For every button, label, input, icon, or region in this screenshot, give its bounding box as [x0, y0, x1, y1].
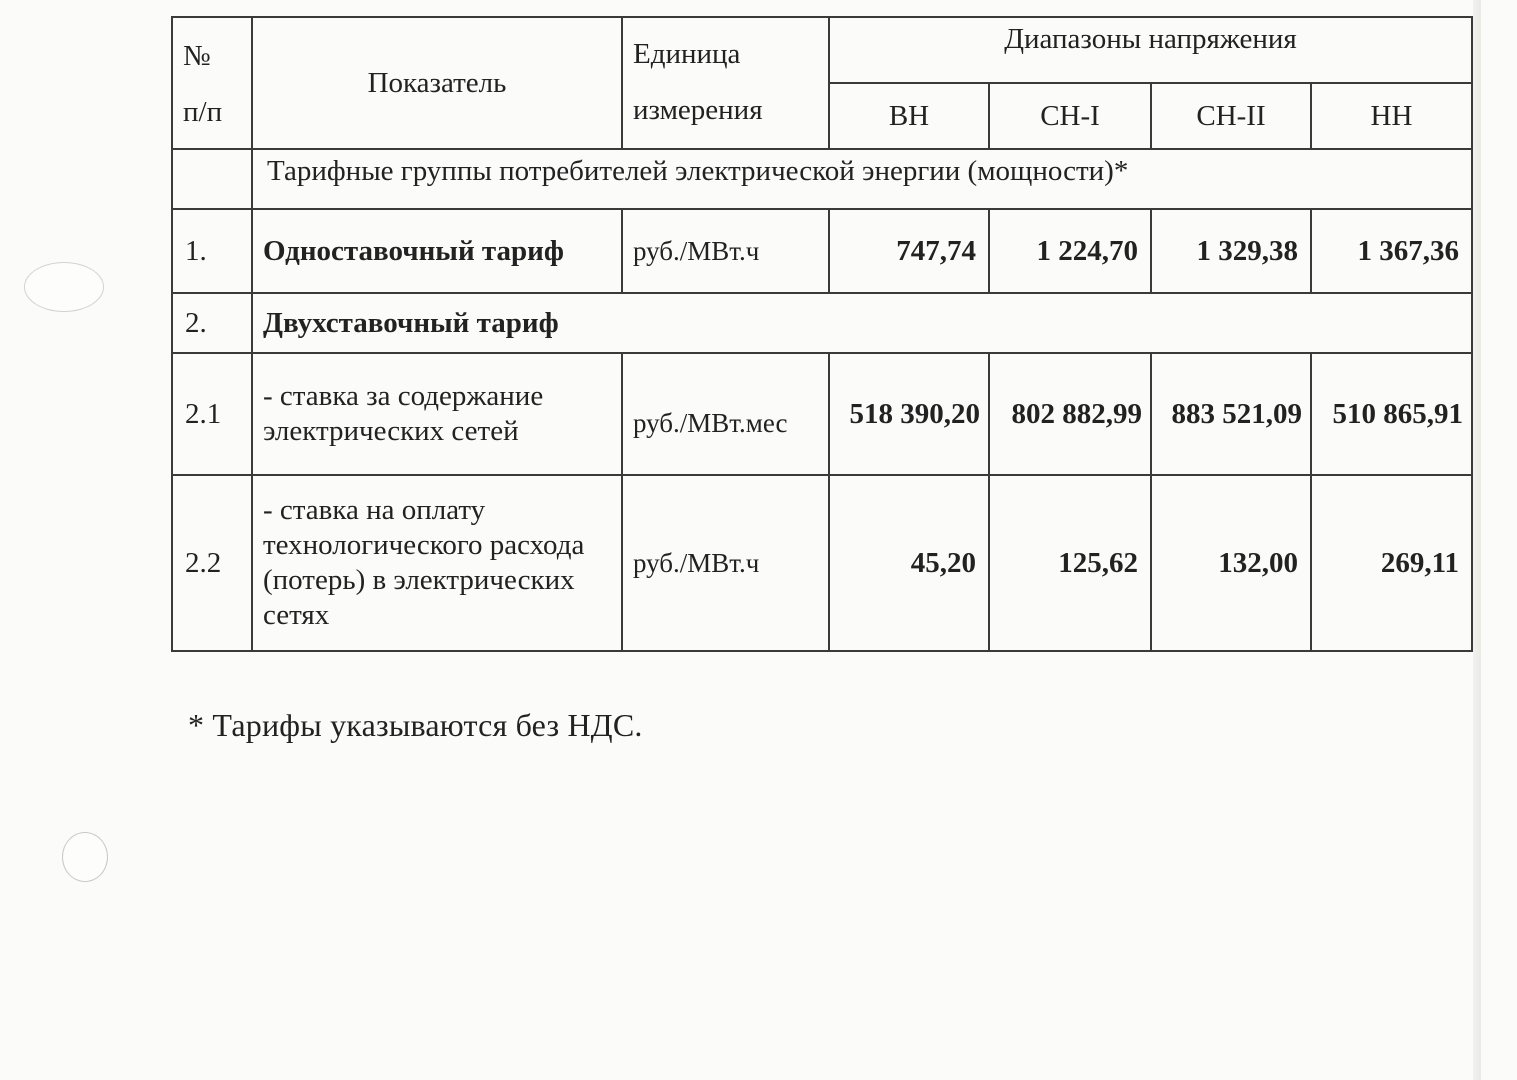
header-range-vn: ВН — [829, 83, 989, 149]
header-unit: Единица измерения — [622, 17, 829, 149]
value-sn2: 132,00 — [1151, 475, 1311, 651]
value-sn2: 1 329,38 — [1151, 209, 1311, 293]
tariff-table — [171, 16, 1473, 652]
value-sn2: 883 521,09 — [1151, 353, 1311, 475]
row-number: 2.2 — [172, 475, 252, 651]
value-sn1: 1 224,70 — [989, 209, 1151, 293]
value-sn1: 125,62 — [989, 475, 1151, 651]
header-range-nn: НН — [1311, 83, 1472, 149]
table-row — [172, 209, 1472, 293]
footnote: * Тарифы указываются без НДС. — [188, 707, 643, 743]
table-row — [172, 475, 1472, 651]
row-unit: руб./МВт.ч — [622, 209, 829, 293]
header-indicator: Показатель — [252, 17, 622, 149]
row-label: Одноставочный тариф — [252, 209, 622, 293]
row-number: 2.1 — [172, 353, 252, 475]
punch-hole-mark — [62, 832, 108, 882]
value-nn: 510 865,91 — [1311, 353, 1472, 475]
punch-hole-mark — [24, 262, 104, 312]
table-row — [172, 353, 1472, 475]
value-nn: 1 367,36 — [1311, 209, 1472, 293]
row-label: - ставка на оплату технологического расхода (потерь) в электрических сетях — [252, 475, 622, 651]
group-title: Тарифные группы потребителей электрической энергии (мощности)* — [252, 149, 1472, 209]
row-label: Двухставочный тариф — [252, 293, 1472, 353]
header-range-sn2: СН-II — [1151, 83, 1311, 149]
row-number: 1. — [172, 209, 252, 293]
value-vn: 45,20 — [829, 475, 989, 651]
page-edge — [1473, 0, 1481, 1080]
group-title-row — [172, 149, 1472, 209]
group-title-empty-cell — [172, 149, 252, 209]
row-unit: руб./МВт.мес — [622, 353, 829, 475]
header-voltage-ranges: Диапазоны напряжения — [829, 17, 1472, 83]
value-vn: 518 390,20 — [829, 353, 989, 475]
header-row — [172, 17, 1472, 83]
value-vn: 747,74 — [829, 209, 989, 293]
table-row — [172, 293, 1472, 353]
value-nn: 269,11 — [1311, 475, 1472, 651]
row-label: - ставка за содержание электрических сетей — [252, 353, 622, 475]
row-number: 2. — [172, 293, 252, 353]
value-sn1: 802 882,99 — [989, 353, 1151, 475]
row-unit: руб./МВт.ч — [622, 475, 829, 651]
header-range-sn1: СН-I — [989, 83, 1151, 149]
header-number: № п/п — [172, 17, 252, 149]
